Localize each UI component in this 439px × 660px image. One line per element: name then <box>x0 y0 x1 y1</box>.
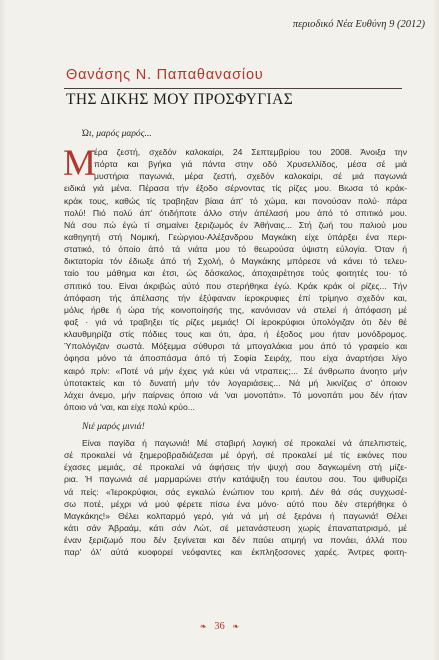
text-line: μόλις ήρθε ή ώρα τής κοινοποίησής της, κανόνισαν νά στελεί ή άπόφαση μέ <box>64 304 407 315</box>
article-title: ΤΗΣ ΔΙΚΗΣ ΜΟΥ ΠΡΟΣΦΥΓΙΑΣ <box>66 91 294 108</box>
text-line: έρα ζεστή, σχεδόν καλοκαίρι, 24 Σεπτεμβρίου του 2008. Άνοιξα την <box>94 147 407 157</box>
text-line: σπιτικό του. Είναι άκριβώς αύτό που στερήθηκα έγώ. Κράκ κράκ οί ρίζες... Τήν <box>64 280 407 291</box>
text-line: κλαυθμηρίζα στίς πόδιες τους και ότι, άρα, ή έξοδος μου ήταν μονόδρομος. <box>64 329 407 340</box>
text-line: όφησα μόνο τά άποσπάσμα άπό τή Σοφία Σειράχ, που είχα άναρτήσει λίγο <box>64 353 407 364</box>
section-2-body <box>64 437 407 558</box>
section-1-body <box>63 143 407 413</box>
text-line: Είναι παγίδα ή παγωνιά! Μέ σταβιρή λογική σέ προκαλεί νά άπελπιστείς, <box>82 438 407 448</box>
text-line: άπόφαση τής άπέλασης τήν έξύφαναν ίεροκρυφιες έπί τρίμηνο σχεδόν και, <box>64 292 407 303</box>
text-line: πολύ! Πιό πολύ άπ' ότιδήποτε άλλο στήν άπέλασή μου άπό τό σπιτικό μου. <box>64 207 407 218</box>
text-line: καιρό πρίν: «Ποτέ νά μήν έχεις γιά κύει νά ντραπεις;... Σέ άνθρωπο άνοητο μήν <box>64 365 407 376</box>
text-line: Μαγκάκης!» Θέλει κολπαρμό γερό, γιά νά μή σέ ξεράνει ή παγωνιά! Θέλει <box>64 510 407 521</box>
text-line: όποιο νά 'ναι, και είχε πολύ κρύο... <box>64 401 195 412</box>
text-line: σω ποτέ, μέχρι νά μού φέρετε πίσω ένα μόνο· αύτό που δέν στερήθηκε ό <box>64 498 407 509</box>
article-author: Θανάσης Ν. Παπαθανασίου <box>66 67 264 83</box>
text-line: Ύπολόγιζαν σωστά. Μόξεμμα σύθυρσι τά μπογαλάκια μου άπό τό γραφείο και <box>64 341 407 352</box>
text-line: στατικό, τό όποίο άπό τά νιάτα μου τό θεωρούσα ύψιστη εύλογία. Όταν ή <box>64 244 407 255</box>
text-line: ύποτακτείς και τό δυνατή μήν τόν λογαριάσεις... Νά μή λικνίζεις σ' όποιον <box>64 377 407 388</box>
fleuron-right-icon: ❧ <box>232 622 240 631</box>
text-line: φαξ · γιά νά τραβηξει τίς ρίζες μεμιάς! Οί ίεροκρύφιοι ύπολόγιζαν ότι δέν θέ <box>64 316 407 327</box>
section-1-heading: Ώι, μαρός μαρός... <box>82 129 152 139</box>
text-line: δικτατορία τόν έδιωξε άπό τή Σχολή, ό Μαγκάκης μπόρεσε νά κάνει τό τελευ- <box>64 256 407 267</box>
drop-cap: Μ <box>63 143 96 184</box>
text-line: κράκ τους, καθώς τίς τραβηξαν βίαια άπ' τό χώμα, και πονούσαν πολύ· πάρα <box>64 195 407 206</box>
text-line: σέ προκαλεί νά ξημεροβραδιάζεσαι μέ όργή, σέ προκαλεί μέ τίς εικόνες που <box>64 450 407 461</box>
text-line: λάχει άνεμο, μήν παίρνεις όποιο νά 'ναι μονοπάτι». Τό μονοπάτι μου δέν ήταν <box>64 389 407 400</box>
text-line: έχασες μεμιάς, σέ προκαλεί νά άφήσεις τήν ψυχή σου δαγκωμένη στή μίζε- <box>64 462 407 473</box>
page-number: 36 <box>214 621 225 632</box>
text-line: νά πείς: «Ίεροκρύφιοι, σάς εγκαλώ ένώπιον του κριτή. Δέν θά σάς συγχωσέ- <box>64 486 407 497</box>
text-line: πόρτα και βγήκα γιά πάντα στην οδό Χρυσελλίδος, μέσα σέ μιά <box>94 159 407 170</box>
text-line: ειδικά γιά μένα. Πέρασα τήν έξοδο σέρνοντας τίς ρίζες μου. Βιωσα τό κράκ- <box>64 183 407 194</box>
text-line: Νά σου πώ έγώ τί σημαίνει ξεριζωμός έν Άθήναις... Στή ζωή του παλιού μου <box>64 219 407 230</box>
text-line: κάτι σάν Άβραάμ, κάτι σάν Λώτ, σέ μετανάστευση χωρίς έπαναπατρισμό, μέ <box>64 522 407 533</box>
fleuron-left-icon: ❧ <box>199 622 207 631</box>
text-line: ρια. Ή παγωνιά σέ μαρμαρώνει στήν κατάψυξη του έαυτου σου. Του ψιθυρίζει <box>64 474 407 485</box>
section-2-heading: Νιέ μαρός μινιά! <box>82 422 145 432</box>
text-line: έναν ξεριζωμό που δέν ξεγίνεται και δέν παύει ατιμηή να πονάει, άλλά που <box>64 535 407 546</box>
text-line: μυστήρια παγωνιά, μέρα ζεστή, σχεδόν καλοκαίρι, σέ μιά παγωνιά <box>94 171 407 182</box>
text-line: ταίο του μάθημα και έτσι, ώς δάσκαλος, άποχαιρέτησε τούς φοιτητές του· τό <box>64 268 407 279</box>
title-rule <box>64 88 402 89</box>
text-line: παρ' όλ' αύτά κυοφορεί νεόφαντες και έκπληξοσονες χαρές. Άντρες φοιτη- <box>64 547 407 558</box>
running-header: περιοδικό Νέα Ευθύνη 9 (2012) <box>292 19 425 30</box>
text-line: καθηγητή στή Νομική, Γεώργιου-Αλέξανδρου Μαγκάκη είχε ύπάρξει ένα περι- <box>64 231 407 242</box>
page-footer <box>0 621 439 632</box>
